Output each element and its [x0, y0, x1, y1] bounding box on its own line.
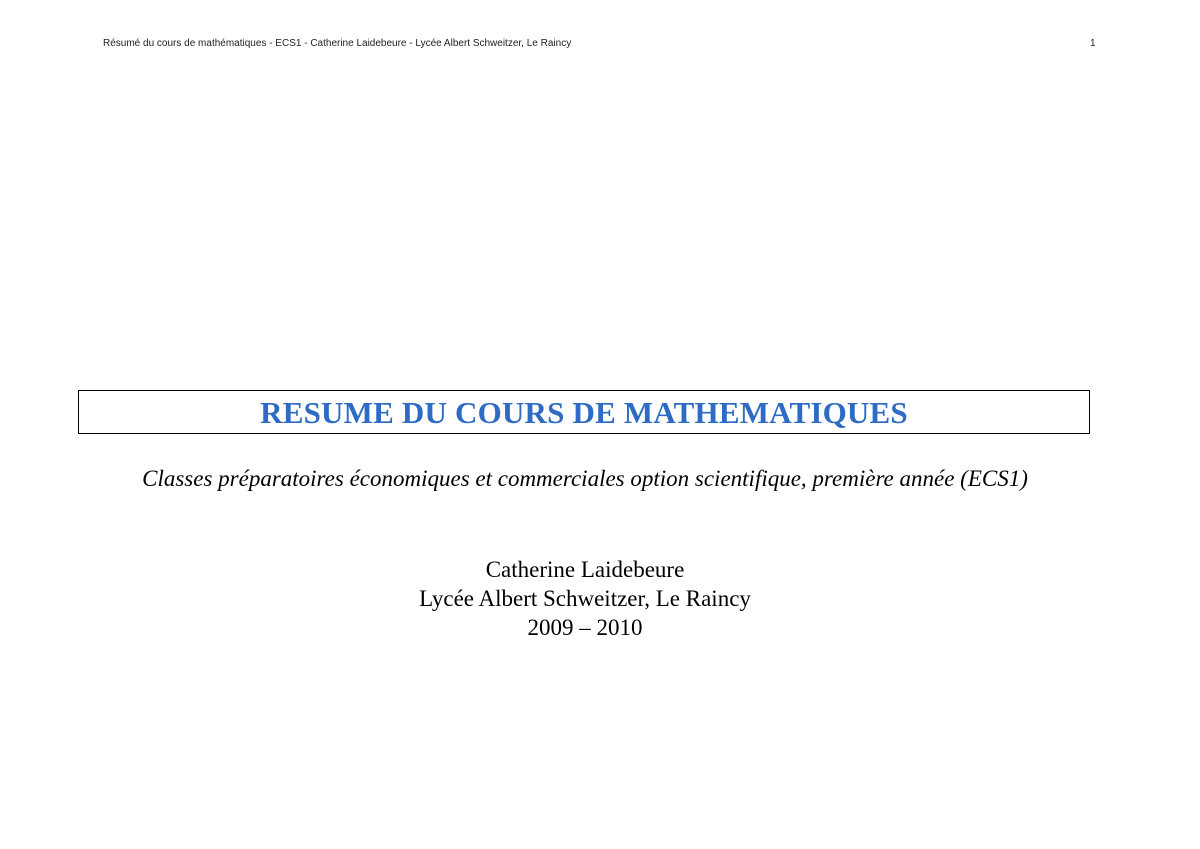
document-title: RESUME DU COURS DE MATHEMATIQUES	[260, 394, 908, 430]
title-box	[78, 390, 1090, 434]
school-name: Lycée Albert Schweitzer, Le Raincy	[419, 586, 751, 611]
running-header: Résumé du cours de mathématiques - ECS1 - Catherine Laidebeure - Lycée Albert Schweitzer, Le Raincy	[103, 38, 572, 49]
author-name: Catherine Laidebeure	[485, 557, 685, 582]
page-number: 1	[1090, 38, 1096, 49]
academic-years: 2009 – 2010	[527, 615, 643, 640]
author-block	[0, 555, 1170, 642]
document-subtitle: Classes préparatoires économiques et commerciales option scientifique, première année (ECS1)	[142, 466, 1028, 491]
